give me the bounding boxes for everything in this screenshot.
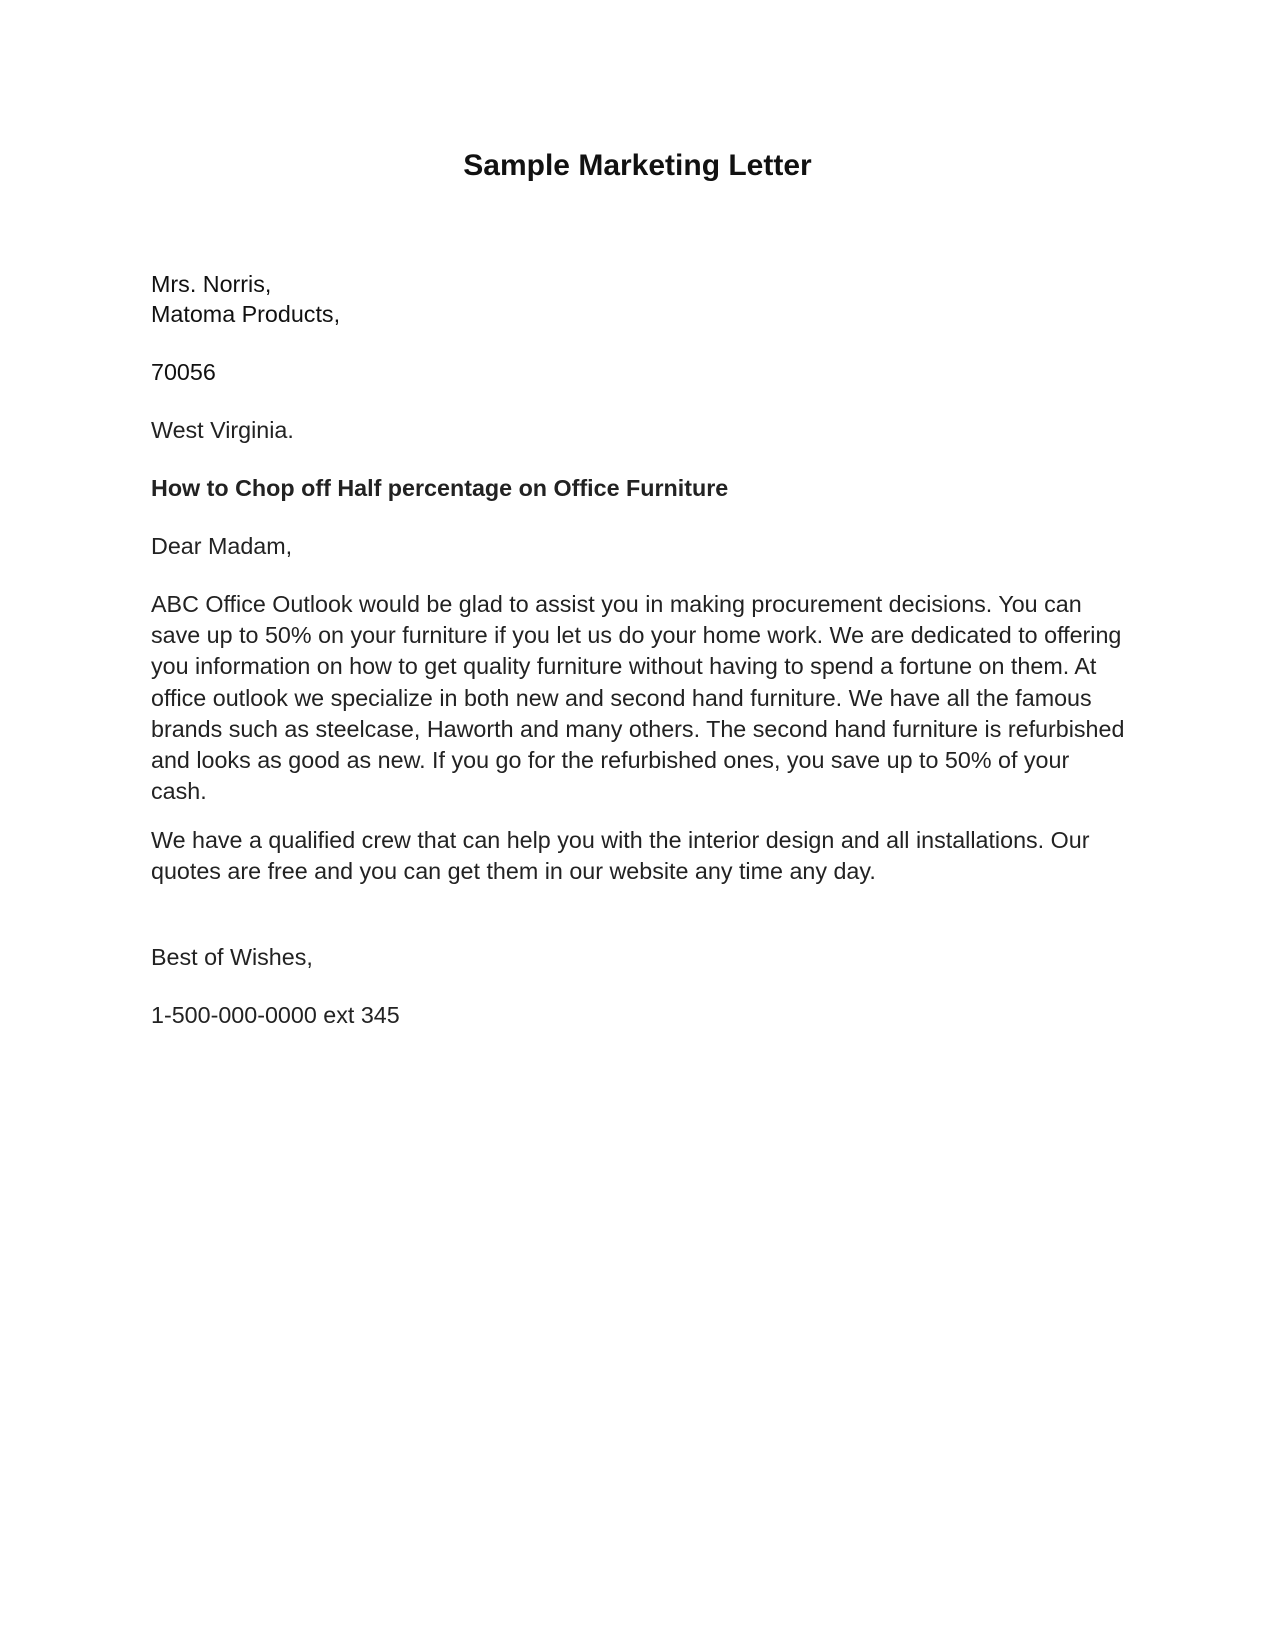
phone-number: 1-500-000-0000 ext 345 [151,1002,400,1028]
recipient-zip: 70056 [151,359,216,385]
letter-subject: How to Chop off Half percentage on Office Furniture [151,475,729,501]
recipient-name: Mrs. Norris, [151,271,272,297]
closing: Best of Wishes, [151,944,313,970]
body-paragraph-1: ABC Office Outlook would be glad to assist you in making procurement decisions. You can save up to 50% on your furniture if you let us do your home work. We are dedicated to offering you information on how to get quality furniture without having to spend a fortune on them. At office outlook we specialize in both new and second hand furniture. We have all the famous brands such as steelcase, Haworth and many others. The second hand furniture is refurbished and looks as good as new. If you go for the refurbished ones, you save up to 50% of your cash. [151,591,1125,805]
recipient-state: West Virginia. [151,417,294,443]
salutation: Dear Madam, [151,533,293,559]
body-paragraph-2: We have a qualified crew that can help you with the interior design and all installations. Our quotes are free and you can get them in our website any time any day. [151,827,1090,885]
recipient-company: Matoma Products, [151,301,341,327]
page-title: Sample Marketing Letter [463,149,812,182]
